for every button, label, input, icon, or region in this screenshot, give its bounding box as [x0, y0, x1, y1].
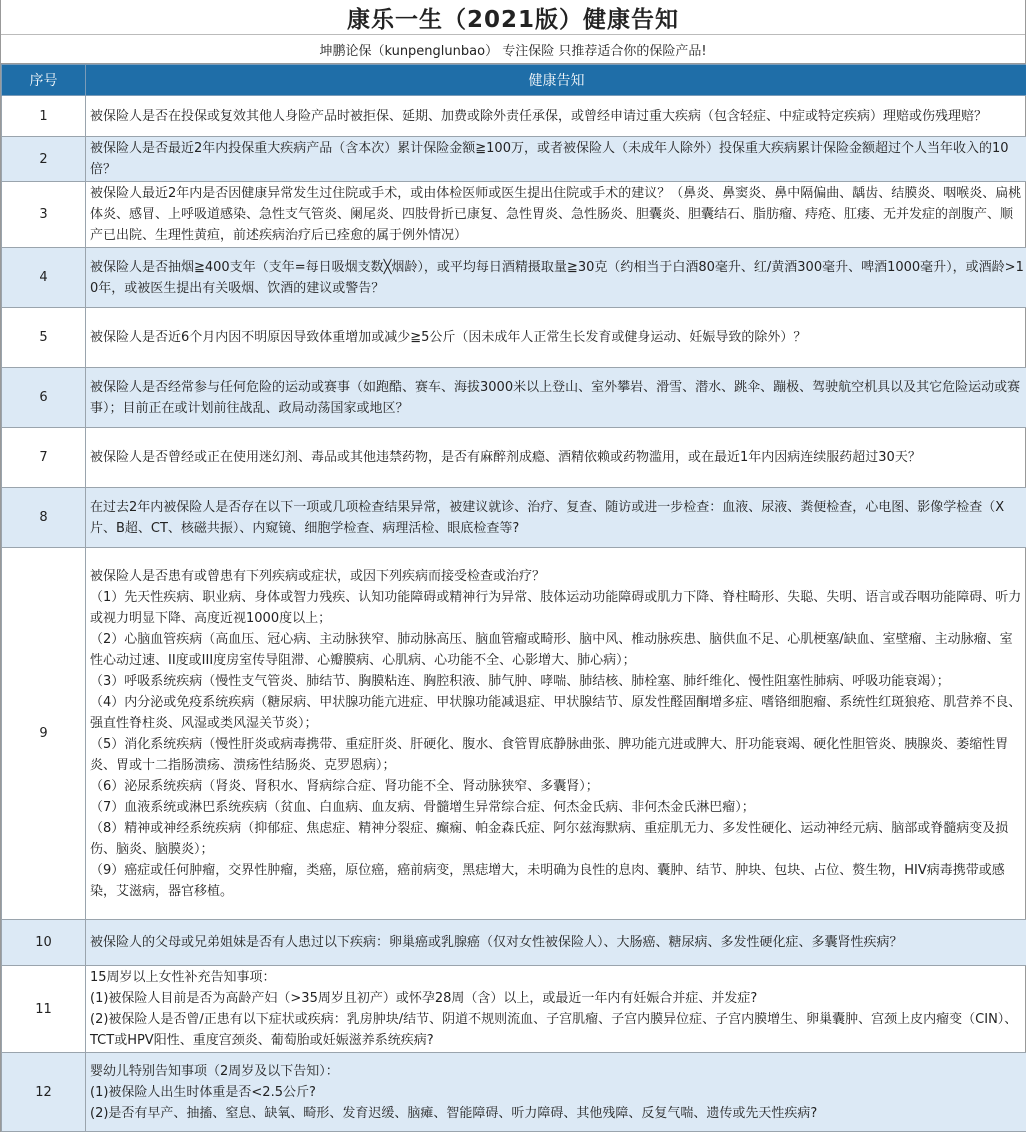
table-row	[2, 1053, 1026, 1132]
header-health-notice: 健康告知	[86, 65, 1026, 96]
notice-line: 被保险人是否曾经或正在使用迷幻剂、毒品或其他违禁药物，是否有麻醉剂成瘾、酒精依赖或药物滥用，或在最近1年内因病连续服药超过30天？	[90, 447, 1024, 468]
notice-line: 被保险人是否患有或曾患有下列疾病或症状，或因下列疾病而接受检查或治疗？	[90, 566, 1024, 587]
row-text	[86, 428, 1026, 488]
row-number: 6	[2, 368, 86, 428]
row-text	[86, 137, 1026, 182]
row-text	[86, 248, 1026, 308]
notice-line: 在过去2年内被保险人是否存在以下一项或几项检查结果异常，被建议就诊、治疗、复查、随访或进一步检查：血液、尿液、粪便检查，心电图、影像学检查（X片、B超、CT、核磁共振）、内窥镜、细胞学检查、病理活检、眼底检查等?	[90, 497, 1024, 539]
table-row	[2, 428, 1026, 488]
notice-line: 婴幼儿特别告知事项（2周岁及以下告知）：	[90, 1061, 1024, 1082]
notice-line: （1）先天性疾病、职业病、身体或智力残疾、认知功能障碍或精神行为异常、肢体运动功能障碍或肌力下降、脊柱畸形、失聪、失明、语言或吞咽功能障碍、听力或视力明显下降、高度近视1000度以上；	[90, 587, 1024, 629]
table-header-row	[2, 65, 1026, 96]
notice-line: 15周岁以上女性补充告知事项：	[90, 967, 1024, 988]
notice-line: （9）癌症或任何肿瘤，交界性肿瘤，类癌，原位癌，癌前病变，黑痣增大，未明确为良性的息肉、囊肿、结节、肿块、包块、占位、赘生物，HIV病毒携带或感染，艾滋病，器官移植。	[90, 860, 1024, 902]
table-row	[2, 548, 1026, 920]
notice-line: 被保险人是否经常参与任何危险的运动或赛事（如跑酷、赛车、海拔3000米以上登山、室外攀岩、滑雪、潜水、跳伞、蹦极、驾驶航空机具以及其它危险运动或赛事）；目前正在或计划前往战乱、政局动荡国家或地区？	[90, 377, 1024, 419]
row-number: 2	[2, 137, 86, 182]
row-text	[86, 548, 1026, 920]
notice-line: 被保险人是否最近2年内投保重大疾病产品（含本次）累计保险金额≧100万，或者被保险人（未成年人除外）投保重大疾病累计保险金额超过个人当年收入的10倍？	[90, 138, 1024, 180]
row-number: 3	[2, 182, 86, 248]
notice-line: (2)被保险人是否曾/正患有以下症状或疾病：乳房肿块/结节、阴道不规则流血、子宫肌瘤、子宫内膜异位症、子宫内膜增生、卵巢囊肿、宫颈上皮内瘤变（CIN）、TCT或HPV阳性、重度宫颈炎、葡萄胎或妊娠滋养系统疾病?	[90, 1009, 1024, 1051]
row-number: 1	[2, 96, 86, 137]
row-text	[86, 308, 1026, 368]
row-text	[86, 966, 1026, 1053]
row-number: 7	[2, 428, 86, 488]
page-title: 康乐一生（2021版）健康告知	[1, 0, 1025, 35]
notice-line: (1)被保险人目前是否为高龄产妇（>35周岁且初产）或怀孕28周（含）以上，或最近一年内有妊娠合并症、并发症?	[90, 988, 1024, 1009]
health-notice-table	[1, 64, 1026, 1132]
notice-line: （3）呼吸系统疾病（慢性支气管炎、肺结节、胸膜粘连、胸腔积液、肺气肿、哮喘、肺结核、肺栓塞、肺纤维化、慢性阻塞性肺病、呼吸功能衰竭）；	[90, 671, 1024, 692]
page-subtitle: 坤鹏论保（kunpenglunbao） 专注保险 只推荐适合你的保险产品!	[1, 35, 1025, 64]
row-number: 8	[2, 488, 86, 548]
table-row	[2, 368, 1026, 428]
row-number: 12	[2, 1053, 86, 1132]
table-row	[2, 137, 1026, 182]
row-number: 10	[2, 920, 86, 966]
notice-line: (1)被保险人出生时体重是否<2.5公斤?	[90, 1082, 1024, 1103]
table-row	[2, 308, 1026, 368]
table-row	[2, 966, 1026, 1053]
notice-line: 被保险人是否近6个月内因不明原因导致体重增加或减少≧5公斤（因未成年人正常生长发育或健身运动、妊娠导致的除外）？	[90, 327, 1024, 348]
header-number: 序号	[2, 65, 86, 96]
row-text	[86, 368, 1026, 428]
table-row	[2, 248, 1026, 308]
row-number: 4	[2, 248, 86, 308]
row-text	[86, 96, 1026, 137]
notice-line: （7）血液系统或淋巴系统疾病（贫血、白血病、血友病、骨髓增生异常综合症、何杰金氏病、非何杰金氏淋巴瘤）；	[90, 797, 1024, 818]
row-text	[86, 488, 1026, 548]
notice-line: （4）内分泌或免疫系统疾病（糖尿病、甲状腺功能亢进症、甲状腺功能减退症、甲状腺结节、原发性醛固酮增多症、嗜铬细胞瘤、系统性红斑狼疮、肌营养不良、强直性脊柱炎、风湿或类风湿关节炎）；	[90, 692, 1024, 734]
row-number: 9	[2, 548, 86, 920]
table-row	[2, 182, 1026, 248]
notice-line: 被保险人是否在投保或复效其他人身险产品时被拒保、延期、加费或除外责任承保，或曾经申请过重大疾病（包含轻症、中症或特定疾病）理赔或伤残理赔？	[90, 106, 1024, 127]
notice-line: （5）消化系统疾病（慢性肝炎或病毒携带、重症肝炎、肝硬化、腹水、食管胃底静脉曲张、脾功能亢进或脾大、肝功能衰竭、硬化性胆管炎、胰腺炎、萎缩性胃炎、胃或十二指肠溃疡、溃疡性结肠炎、克罗恩病）；	[90, 734, 1024, 776]
table-row	[2, 96, 1026, 137]
notice-line: 被保险人是否抽烟≧400支年（支年=每日吸烟支数╳烟龄），或平均每日酒精摄取量≧30克（约相当于白酒80毫升、红/黄酒300毫升、啤酒1000毫升），或酒龄>10年，或被医生提出有关吸烟、饮酒的建议或警告？	[90, 257, 1024, 299]
row-text	[86, 1053, 1026, 1132]
row-number: 11	[2, 966, 86, 1053]
row-text	[86, 182, 1026, 248]
notice-line: 被保险人的父母或兄弟姐妹是否有人患过以下疾病：卵巢癌或乳腺癌（仅对女性被保险人）、大肠癌、糖尿病、多发性硬化症、多囊肾性疾病？	[90, 932, 1024, 953]
row-text	[86, 920, 1026, 966]
row-number: 5	[2, 308, 86, 368]
table-row	[2, 488, 1026, 548]
notice-line: （2）心脑血管疾病（高血压、冠心病、主动脉狭窄、肺动脉高压、脑血管瘤或畸形、脑中风、椎动脉疾患、脑供血不足、心肌梗塞/缺血、室壁瘤、主动脉瘤、室性心动过速、II度或III度房室传导阻滞、心瓣膜病、心肌病、心功能不全、心影增大、肺心病）；	[90, 629, 1024, 671]
table-row	[2, 920, 1026, 966]
notice-line: 被保险人最近2年内是否因健康异常发生过住院或手术，或由体检医师或医生提出住院或手术的建议？（鼻炎、鼻窦炎、鼻中隔偏曲、龋齿、结膜炎、咽喉炎、扁桃体炎、感冒、上呼吸道感染、急性支气管炎、阑尾炎、四肢骨折已康复、急性胃炎、急性肠炎、胆囊炎、胆囊结石、脂肪瘤、痔疮、肛瘘、无并发症的剖腹产、顺产已出院、生理性黄疸，前述疾病治疗后已痊愈的属于例外情况）	[90, 183, 1024, 246]
notice-line: （8）精神或神经系统疾病（抑郁症、焦虑症、精神分裂症、癫痫、帕金森氏症、阿尔兹海默病、重症肌无力、多发性硬化、运动神经元病、脑部或脊髓病变及损伤、脑炎、脑膜炎）；	[90, 818, 1024, 860]
notice-line: （6）泌尿系统疾病（肾炎、肾积水、肾病综合症、肾功能不全、肾动脉狭窄、多囊肾）；	[90, 776, 1024, 797]
table-body	[2, 96, 1026, 1132]
notice-line: (2)是否有早产、抽搐、窒息、缺氧、畸形、发育迟缓、脑瘫、智能障碍、听力障碍、其他残障、反复气喘、遗传或先天性疾病?	[90, 1103, 1024, 1124]
